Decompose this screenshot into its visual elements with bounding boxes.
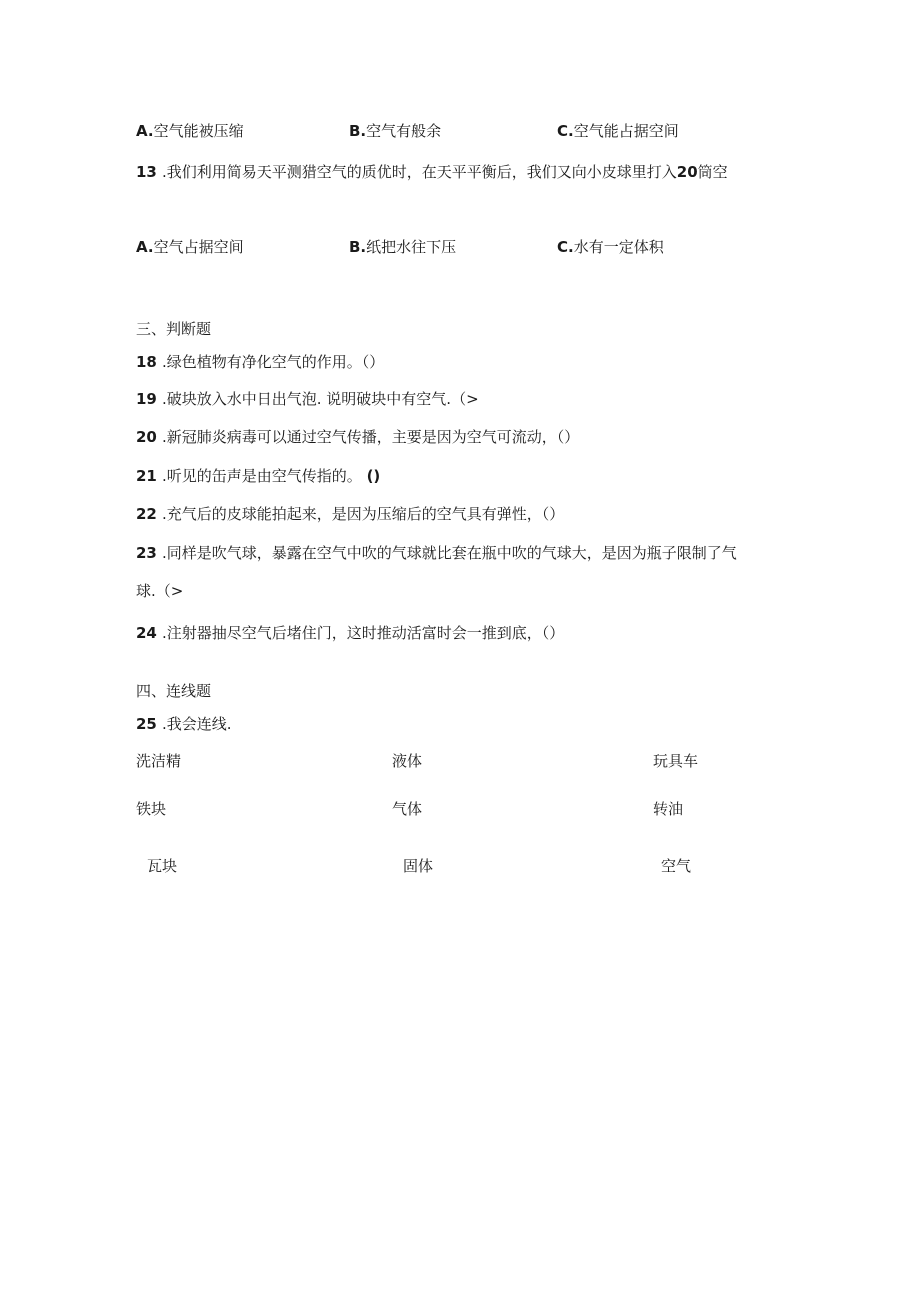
question-25: 25 .我会连线. — [136, 715, 232, 733]
match-left-item: 瓦块 — [147, 857, 178, 875]
question-23-continued: 球.（> — [136, 582, 184, 600]
section-3-title: 三、判断题 — [136, 320, 212, 338]
match-right-item: 转油 — [653, 800, 684, 818]
q12-option-c: C.空气能占据空间 — [557, 122, 679, 140]
q13-option-c: C.水有一定体积 — [557, 238, 664, 256]
question-13: 13 .我们利用简易天平测猎空气的质优时，在天平平衡后，我们又向小皮球里打入20筒空 — [136, 163, 728, 181]
question-18: 18 .绿色植物有净化空气的作用。（） — [136, 353, 385, 371]
q13-option-b: B.纸把水往下压 — [349, 238, 457, 256]
match-middle-item: 气体 — [392, 800, 423, 818]
match-middle-item: 固体 — [403, 857, 434, 875]
match-left-item: 铁块 — [136, 800, 167, 818]
question-20: 20 .新冠肺炎病毒可以通过空气传播，主要是因为空气可流动，（） — [136, 428, 580, 446]
match-right-item: 空气 — [661, 857, 692, 875]
q13-option-a: A.空气占据空间 — [136, 238, 244, 256]
match-left-item: 洗洁精 — [136, 752, 182, 770]
section-4-title: 四、连线题 — [136, 682, 212, 700]
q12-option-b: B.空气有般余 — [349, 122, 442, 140]
question-23: 23 .同样是吹气球，暴露在空气中吹的气球就比套在瓶中吹的气球大，是因为瓶子限制了气 — [136, 544, 737, 562]
match-middle-item: 液体 — [392, 752, 423, 770]
question-19: 19 .破块放入水中日出气泡. 说明破块中有空气.（> — [136, 390, 479, 408]
question-22: 22 .充气后的皮球能拍起来，是因为压缩后的空气具有弹性，（） — [136, 505, 565, 523]
question-21: 21 .听见的缶声是由空气传指的。 () — [136, 467, 381, 485]
match-right-item: 玩具车 — [653, 752, 699, 770]
question-24: 24 .注射器抽尽空气后堵住门，这时推动活富时会一推到底，（） — [136, 624, 565, 642]
q12-option-a: A.空气能被压缩 — [136, 122, 244, 140]
